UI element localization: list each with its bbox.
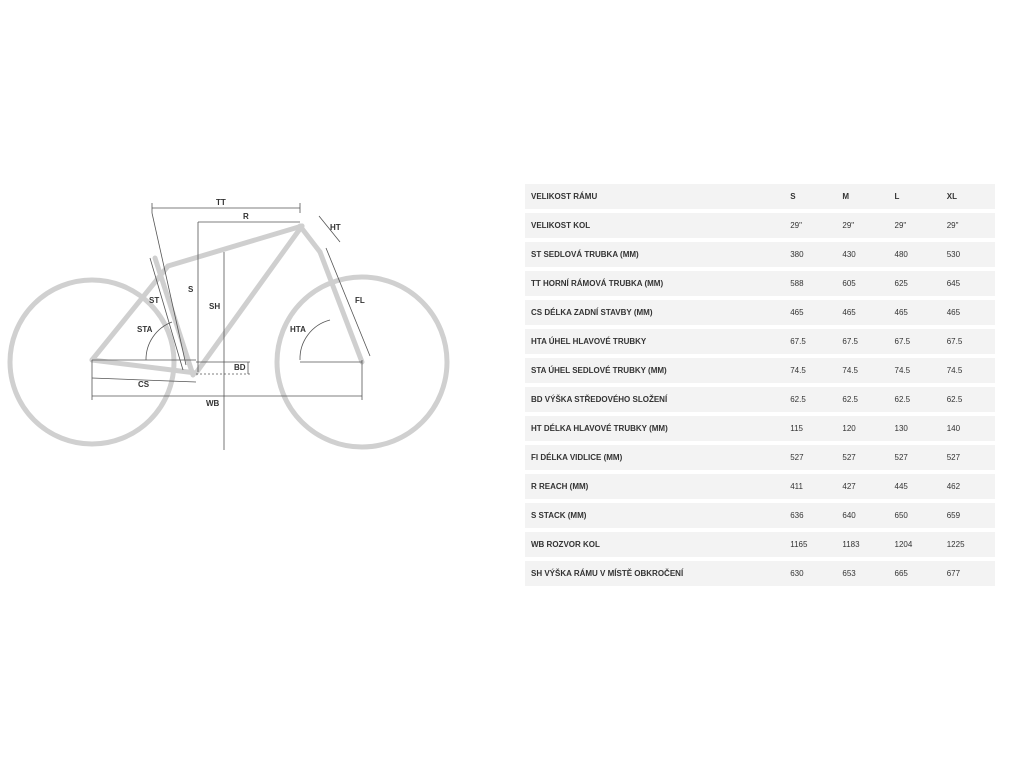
table-row: [525, 445, 995, 474]
row-value: 1225: [943, 532, 995, 561]
row-value: 140: [943, 416, 995, 445]
row-value: 480: [891, 242, 943, 271]
row-value: 630: [786, 561, 838, 590]
row-value: 588: [786, 271, 838, 300]
row-value: 1204: [891, 532, 943, 561]
row-value: 530: [943, 242, 995, 271]
row-label: WB ROZVOR KOL: [525, 532, 786, 561]
table-row: [525, 271, 995, 300]
row-value: 29": [943, 213, 995, 242]
label-tt: TT: [216, 198, 226, 207]
label-sh: SH: [209, 302, 221, 311]
header-size-s: S: [786, 184, 838, 213]
row-value: 115: [786, 416, 838, 445]
row-value: 527: [786, 445, 838, 474]
row-label: ST SEDLOVÁ TRUBKA (MM): [525, 242, 786, 271]
label-st: ST: [149, 296, 160, 305]
row-value: 430: [838, 242, 890, 271]
table-row: [525, 416, 995, 445]
row-value: 665: [891, 561, 943, 590]
row-value: 445: [891, 474, 943, 503]
row-value: 62.5: [943, 387, 995, 416]
label-cs: CS: [138, 380, 150, 389]
row-value: 659: [943, 503, 995, 532]
table-row: [525, 387, 995, 416]
row-value: 527: [943, 445, 995, 474]
row-value: 465: [786, 300, 838, 329]
row-value: 67.5: [838, 329, 890, 358]
row-value: 74.5: [838, 358, 890, 387]
row-value: 120: [838, 416, 890, 445]
row-value: 465: [838, 300, 890, 329]
table-row: [525, 532, 995, 561]
row-value: 1165: [786, 532, 838, 561]
row-value: 465: [891, 300, 943, 329]
label-s: S: [188, 285, 194, 294]
table-row: [525, 300, 995, 329]
header-size-xl: XL: [943, 184, 995, 213]
row-label: HT DÉLKA HLAVOVÉ TRUBKY (MM): [525, 416, 786, 445]
row-value: 74.5: [943, 358, 995, 387]
label-r: R: [243, 212, 249, 221]
row-value: 650: [891, 503, 943, 532]
table-row: [525, 358, 995, 387]
row-value: 465: [943, 300, 995, 329]
row-value: 636: [786, 503, 838, 532]
geometry-table: [525, 184, 995, 590]
header-label: VELIKOST RÁMU: [525, 184, 786, 213]
row-value: 62.5: [891, 387, 943, 416]
bike-frame: [92, 226, 362, 375]
header-size-l: L: [891, 184, 943, 213]
row-value: 29": [891, 213, 943, 242]
row-value: 527: [838, 445, 890, 474]
label-ht: HT: [330, 223, 341, 232]
row-value: 67.5: [786, 329, 838, 358]
row-label: TT HORNÍ RÁMOVÁ TRUBKA (MM): [525, 271, 786, 300]
row-value: 427: [838, 474, 890, 503]
label-wb: WB: [206, 399, 220, 408]
row-value: 625: [891, 271, 943, 300]
row-value: 1183: [838, 532, 890, 561]
row-label: R REACH (MM): [525, 474, 786, 503]
table-row: [525, 503, 995, 532]
row-label: S STACK (MM): [525, 503, 786, 532]
row-label: HTA ÚHEL HLAVOVÉ TRUBKY: [525, 329, 786, 358]
label-fl: FL: [355, 296, 365, 305]
row-value: 62.5: [786, 387, 838, 416]
table-row: [525, 561, 995, 590]
table-header-row: [525, 184, 995, 213]
label-hta: HTA: [290, 325, 306, 334]
row-value: 67.5: [891, 329, 943, 358]
row-value: 645: [943, 271, 995, 300]
row-value: 462: [943, 474, 995, 503]
row-value: 62.5: [838, 387, 890, 416]
row-value: 29": [786, 213, 838, 242]
row-value: 640: [838, 503, 890, 532]
table-row: [525, 474, 995, 503]
row-value: 67.5: [943, 329, 995, 358]
row-value: 527: [891, 445, 943, 474]
row-label: FI DÉLKA VIDLICE (MM): [525, 445, 786, 474]
row-label: CS DÉLKA ZADNÍ STAVBY (MM): [525, 300, 786, 329]
row-value: 29": [838, 213, 890, 242]
row-label: SH VÝŠKA RÁMU V MÍSTĚ OBKROČENÍ: [525, 561, 786, 590]
row-label: BD VÝŠKA STŘEDOVÉHO SLOŽENÍ: [525, 387, 786, 416]
label-bd: BD: [234, 363, 246, 372]
row-value: 605: [838, 271, 890, 300]
label-sta: STA: [137, 325, 153, 334]
row-value: 74.5: [786, 358, 838, 387]
table-row: [525, 329, 995, 358]
row-value: 411: [786, 474, 838, 503]
row-label: STA ÚHEL SEDLOVÉ TRUBKY (MM): [525, 358, 786, 387]
row-value: 380: [786, 242, 838, 271]
header-size-m: M: [838, 184, 890, 213]
row-value: 677: [943, 561, 995, 590]
bike-geometry-diagram: [0, 180, 460, 460]
row-value: 653: [838, 561, 890, 590]
row-label: VELIKOST KOL: [525, 213, 786, 242]
row-value: 74.5: [891, 358, 943, 387]
table-row: [525, 242, 995, 271]
table-row: [525, 213, 995, 242]
row-value: 130: [891, 416, 943, 445]
